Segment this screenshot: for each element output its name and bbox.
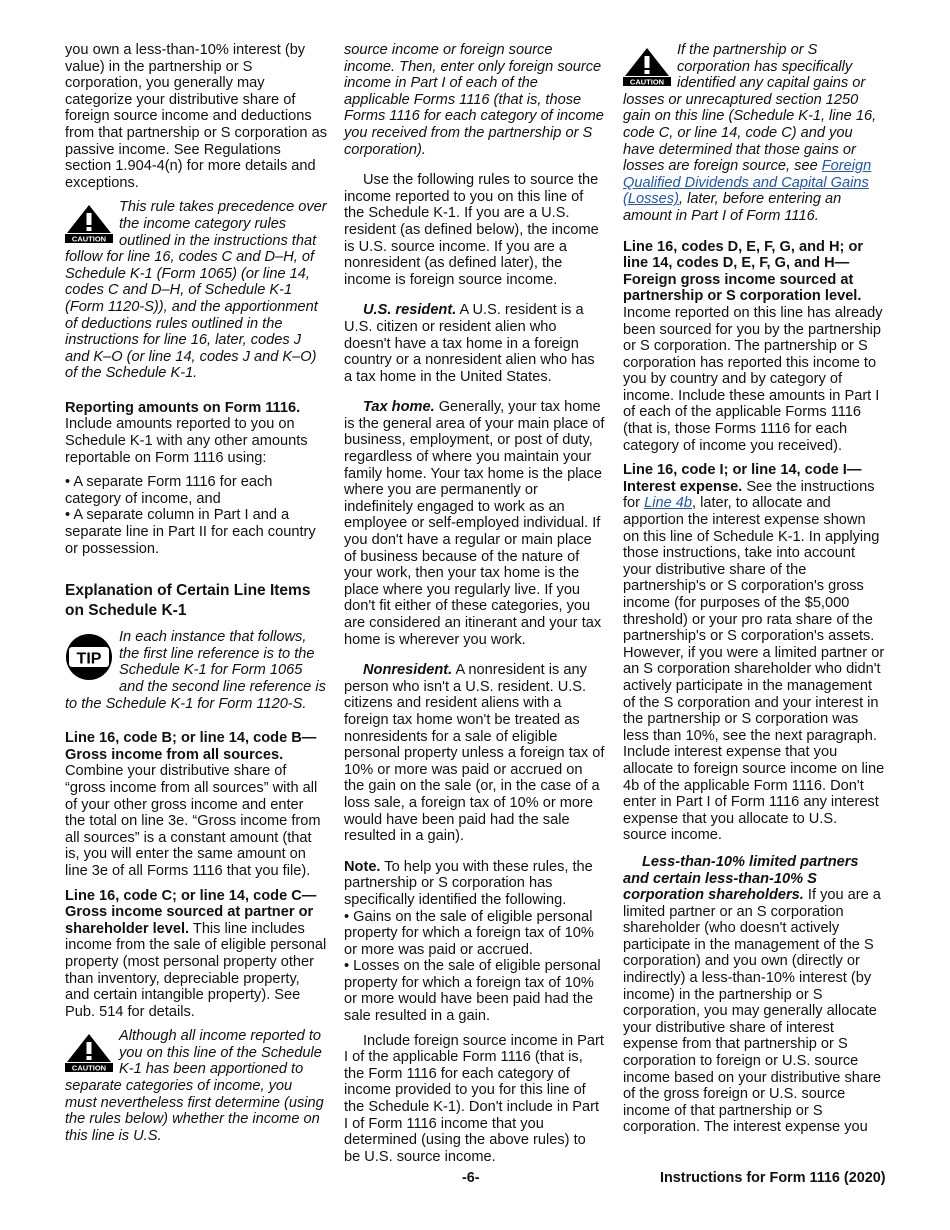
nonresident-heading: Nonresident. <box>363 662 453 679</box>
form-title: Instructions for Form 1116 (2020) <box>660 1170 886 1186</box>
reporting-heading: Reporting amounts on Form 1116. <box>65 399 301 416</box>
caution-text-3b: , later, before entering an amount in Part I of Form 1116. <box>623 191 842 224</box>
tip-text: In each instance that follows, the first line reference is to the Schedule K-1 for Form 1065 and the second line reference is to the Schedule K-1 for Form 1120-S. <box>65 629 326 712</box>
tax-home-heading: Tax home. <box>363 399 435 416</box>
include-paragraph: Include foreign source income in Part I of the applicable Form 1116 (that is, the Form 1116 for each category of income provided to you for this line of the Schedule K-1). Don't include in Part I of Form 1116 income that you determined (using the above rules) to be U.S. source income. <box>344 1032 604 1165</box>
tip-icon <box>65 633 113 681</box>
codeD-paragraph <box>623 239 885 455</box>
us-resident-paragraph <box>344 302 606 385</box>
nonresident-paragraph <box>344 662 606 845</box>
tax-home-paragraph <box>344 399 606 648</box>
list-item: • A separate Form 1116 for each category of income, and <box>65 474 327 507</box>
caution-label: CAUTION <box>629 77 665 86</box>
codeC-paragraph <box>65 888 327 1021</box>
tip-label: TIP <box>76 650 102 668</box>
ltp-heading: Less-than-10% limited partners and certain less-than-10% S corporation shareholders. <box>623 853 859 904</box>
caution-label: CAUTION <box>71 1063 107 1073</box>
ltp-text: If you are a limited partner or an S corporation shareholder (who doesn't actively participate in the management of the S corporation) and you own (directly or indirectly) a less-than-10% interest (by income) in the partnership or S corporation, you may generally allocate your distributive share of interest expense from that partnership or S corporation to foreign or U.S. source income based on your distributive share of the gross foreign or U.S. source income of that partnership or S corporation. The interest expense you <box>623 887 881 1136</box>
caution-note-1 <box>65 199 327 382</box>
codeD-heading: Line 16, codes D, E, F, G, and H; or line 14, codes D, E, F, G, and H—Foreign gross income sourced at partnership or S corporation level. <box>623 238 864 305</box>
tax-home-text: Generally, your tax home is the general area of your main place of business, employment, or post of duty, regardless of where you maintain your family home. Your tax home is the place where you are permanently or indefinitely engaged to work as an employee or self-employed individual. If you don't have a regular or main place of business because of the nature of your work, then your tax home is the place where you regularly live. If you don't fit either of these categories, you are considered an itinerant and your tax home is wherever you work. <box>344 399 605 648</box>
column-2 <box>344 42 606 1173</box>
foreign-qualified-dividends-link[interactable]: Foreign Qualified Dividends and Capital Gains (Losses) <box>623 158 872 208</box>
column-1 <box>65 42 327 1152</box>
caution-text-3a: If the partnership or S corporation has specifically identified any capital gains or losses or unrecaptured section 1250 gain on this line (Schedule K-1, line 16, code C, or line 14, code C) and you have determined that those gains or losses are foreign source, see <box>623 42 877 175</box>
continued-paragraph: source income or foreign source income. Then, enter only foreign source income in Part I of each of the applicable Forms 1116 (that is, those Forms 1116 for each category of income you received from the partnership or S corporation). <box>344 42 604 158</box>
caution-label: CAUTION <box>71 234 107 244</box>
us-resident-heading: U.S. resident. <box>363 302 457 319</box>
caution-icon <box>65 1032 113 1072</box>
line-4b-link[interactable]: Line 4b <box>644 495 692 512</box>
list-item: • Gains on the sale of eligible personal property for which a foreign tax of 10% or more was paid or accrued. <box>344 909 606 959</box>
codeB-text: Combine your distributive share of “gross income from all sources” with all of your other gross income and enter the total on line 3e. “Gross income from all sources” is a constant amount (that is, you will enter the same amount on line 3e of all Forms 1116 that you file). <box>65 763 321 879</box>
caution-icon <box>65 203 113 243</box>
codeI-text-b: , later, to allocate and apportion the interest expense shown on this line of Schedule K-1. In applying those instructions, take into account your distributive share of the partnership's or S corporation's gross income (for purposes of the $5,000 threshold) or your pro rata share of the partnership's or S corporation's assets. However, if you were a limited partner or an S corporation shareholder who didn't actively participate in the management of the S corporation and your interest in the partnership or S corporation was less than 10%, see the next paragraph. Include interest expense that you allocate to foreign source income on line 4b of the applicable Form 1116. Don't enter in Part I of Form 1116 any interest expense that you allocate to U.S. source income. <box>623 495 885 844</box>
codeB-heading: Line 16, code B; or line 14, code B—Gross income from all sources. <box>65 730 317 763</box>
codeI-heading: Line 16, code I; or line 14, code I—Interest expense. <box>623 462 862 495</box>
note-heading: Note. <box>344 858 381 875</box>
codeI-text-a: See the instructions for <box>623 478 875 512</box>
reporting-paragraph <box>65 400 327 466</box>
codeB-paragraph <box>65 730 327 879</box>
codeD-text: Income reported on this line has already been sourced for you by the partnership or S corporation. The partnership or S corporation has reported this income to you by country and by category of income. Include these amounts in Part I of each of the applicable Forms 1116 (that is, those Forms 1116 for each category of income you received). <box>623 304 883 454</box>
caution-text-2: Although all income reported to you on this line of the Schedule K-1 has been apportioned to separate categories of income, you must nevertheless first determine (using the rules below) whether the income on this line is U.S. <box>65 1028 324 1144</box>
list-item: • Losses on the sale of eligible personal property for which a foreign tax of 10% or more would have been paid had the sale resulted in a gain. <box>344 958 606 1024</box>
ltp-paragraph <box>623 854 885 1136</box>
reporting-text: Include amounts reported to you on Schedule K-1 with any other amounts reportable on Form 1116 using: <box>65 416 308 466</box>
codeI-paragraph <box>623 462 885 844</box>
page-number: -6- <box>462 1170 480 1186</box>
column-3 <box>623 42 885 1144</box>
caution-note-3 <box>623 42 885 225</box>
note-paragraph <box>344 859 606 909</box>
caution-note-2 <box>65 1028 327 1144</box>
codeC-heading: Line 16, code C; or line 14, code C—Gross income sourced at partner or shareholder level. <box>65 887 317 937</box>
caution-text-1: This rule takes precedence over the income category rules outlined in the instructions that follow for line 16, codes C and D–H, of Schedule K-1 (Form 1065) (or line 14, codes C and D–H, of Schedule K-1 (Form 1120-S)), and the apportionment of deductions rules outlined in the instructions for line 16, later, codes J and K–O (or line 14, codes J and K–O) of the Schedule K-1. <box>65 199 327 382</box>
us-resident-text: A U.S. resident is a U.S. citizen or resident alien who doesn't have a tax home in a foreign country or a nonresident alien who has a tax home in the United States. <box>344 302 595 385</box>
note-text: To help you with these rules, the partnership or S corporation has specifically identified the following. <box>344 858 593 908</box>
intro-paragraph: you own a less-than-10% interest (by value) in the partnership or S corporation, you generally may categorize your distributive share of foreign source income and deductions from that partnership or S corporation as passive income. See Regulations section 1.904-4(n) for more details and exceptions. <box>65 42 328 191</box>
section-heading: Explanation of Certain Line Items on Schedule K-1 <box>65 582 311 620</box>
caution-icon <box>623 46 671 86</box>
list-item: • A separate column in Part I and a separate line in Part II for each country or possession. <box>65 507 327 557</box>
codeC-text: This line includes income from the sale of eligible personal property (most personal property other than inventory, depreciable property, and certain intangible property). See Pub. 514 for details. <box>65 920 327 1020</box>
nonresident-text: A nonresident is any person who isn't a U.S. resident. U.S. citizens and resident aliens with a foreign tax home won't be treated as nonresidents for a sale of eligible personal property unless a foreign tax of 10% or more was paid or accrued on the gain on the sale (or, in the case of a loss sale, a foreign tax of 10% or more would have been paid had the sale resulted in a gain). <box>344 662 605 845</box>
rules-paragraph: Use the following rules to source the income reported to you on this line of the Schedule K-1. If you are a U.S. resident (as defined below), the income is U.S. source income. If you are a nonresident (as defined later), the income is foreign source income. <box>344 172 599 288</box>
tip-note <box>65 629 327 712</box>
